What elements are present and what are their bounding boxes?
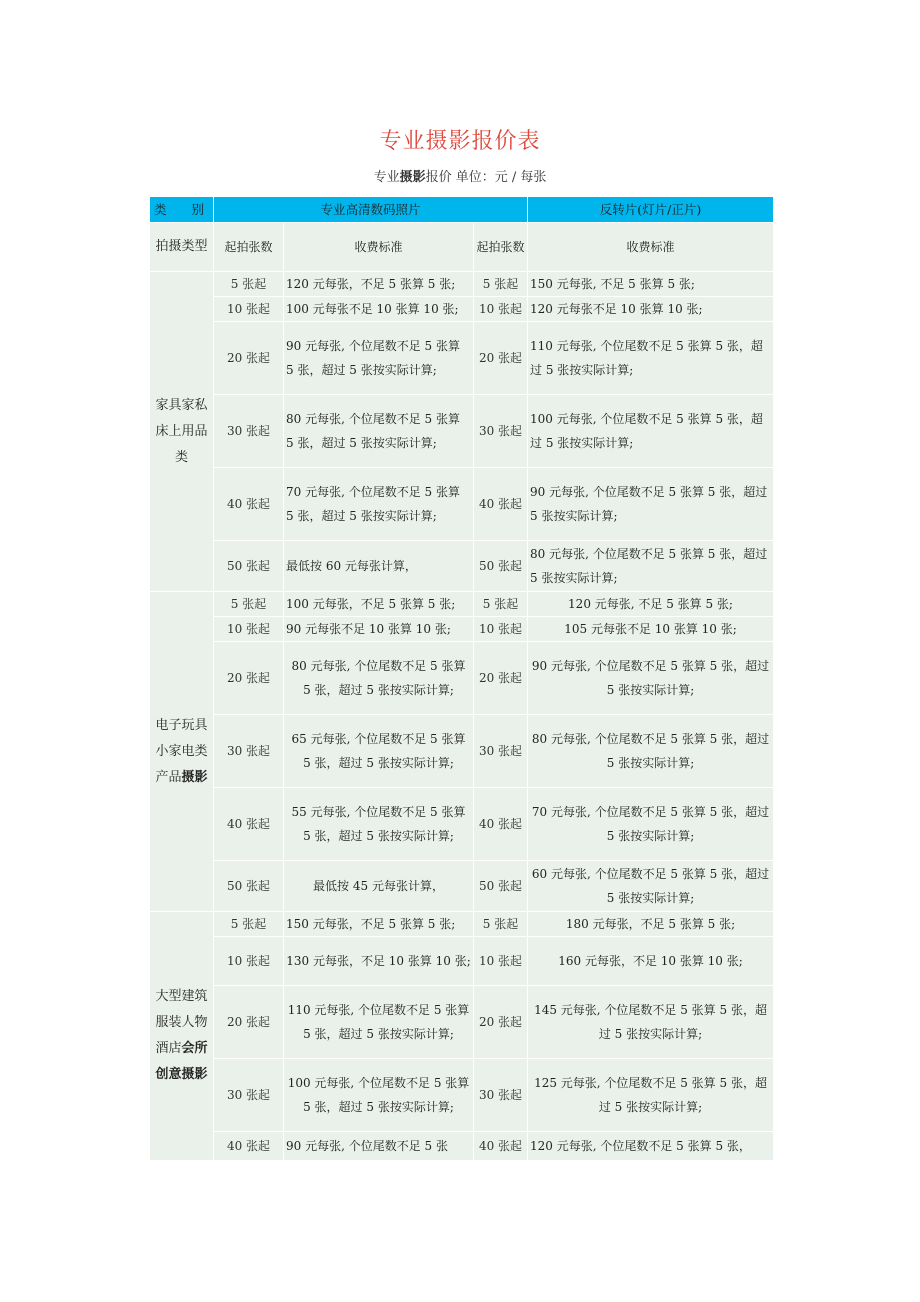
- row-start2: 5 张起: [474, 592, 528, 617]
- row-start2: 50 张起: [474, 541, 528, 592]
- table-row: [150, 642, 774, 715]
- header-slide: 反转片(灯片/正片): [528, 197, 774, 223]
- category-text: 电子玩具小家电类产品: [155, 717, 208, 785]
- row-fee1: 110 元每张, 个位尾数不足 5 张算 5 张，超过 5 张按实际计算;: [284, 986, 474, 1059]
- row-fee2: 70 元每张, 个位尾数不足 5 张算 5 张，超过 5 张按实际计算;: [528, 788, 774, 861]
- table-subheader-row: [150, 223, 774, 272]
- row-start2: 30 张起: [474, 395, 528, 468]
- row-fee1: 80 元每张, 个位尾数不足 5 张算 5 张，超过 5 张按实际计算;: [284, 395, 474, 468]
- row-start2: 40 张起: [474, 1132, 528, 1161]
- table-row: [150, 788, 774, 861]
- row-fee2: 120 元每张不足 10 张算 10 张;: [528, 297, 774, 322]
- subheader-type: 拍摄类型: [150, 223, 214, 272]
- table-row: [150, 541, 774, 592]
- subheader-start2: 起拍张数: [474, 223, 528, 272]
- table-row: [150, 617, 774, 642]
- row-start2: 40 张起: [474, 788, 528, 861]
- row-start1: 30 张起: [214, 715, 284, 788]
- table-header-row: [150, 197, 774, 223]
- row-fee1: 80 元每张, 个位尾数不足 5 张算 5 张，超过 5 张按实际计算;: [284, 642, 474, 715]
- row-fee1: 90 元每张, 个位尾数不足 5 张: [284, 1132, 474, 1161]
- row-fee1: 55 元每张, 个位尾数不足 5 张算 5 张，超过 5 张按实际计算;: [284, 788, 474, 861]
- row-fee1: 90 元每张, 个位尾数不足 5 张算 5 张，超过 5 张按实际计算;: [284, 322, 474, 395]
- table-row: [150, 468, 774, 541]
- row-start1: 10 张起: [214, 937, 284, 986]
- row-start1: 5 张起: [214, 592, 284, 617]
- row-fee1: 最低按 45 元每张计算，: [284, 861, 474, 912]
- subtitle-prefix: 专业: [373, 170, 400, 185]
- row-fee2: 90 元每张, 个位尾数不足 5 张算 5 张，超过 5 张按实际计算;: [528, 642, 774, 715]
- subheader-fee1: 收费标准: [284, 223, 474, 272]
- category-bold: 会所创意摄影: [155, 1041, 208, 1082]
- row-fee1: 65 元每张, 个位尾数不足 5 张算 5 张，超过 5 张按实际计算;: [284, 715, 474, 788]
- page-subtitle: [0, 166, 920, 185]
- row-start2: 20 张起: [474, 642, 528, 715]
- row-start1: 20 张起: [214, 642, 284, 715]
- header-category: 类 别: [150, 197, 214, 223]
- row-start2: 10 张起: [474, 297, 528, 322]
- row-start1: 40 张起: [214, 1132, 284, 1161]
- row-fee2: 105 元每张不足 10 张算 10 张;: [528, 617, 774, 642]
- table-row: [150, 937, 774, 986]
- row-fee2: 80 元每张, 个位尾数不足 5 张算 5 张，超过 5 张按实际计算;: [528, 715, 774, 788]
- row-fee2: 60 元每张, 个位尾数不足 5 张算 5 张，超过 5 张按实际计算;: [528, 861, 774, 912]
- table-row: [150, 912, 774, 937]
- row-fee1: 120 元每张，不足 5 张算 5 张;: [284, 272, 474, 297]
- table-row: [150, 272, 774, 297]
- row-fee2: 160 元每张，不足 10 张算 10 张;: [528, 937, 774, 986]
- row-start2: 20 张起: [474, 322, 528, 395]
- table-row: [150, 297, 774, 322]
- row-start2: 30 张起: [474, 1059, 528, 1132]
- row-fee2: 145 元每张, 个位尾数不足 5 张算 5 张，超过 5 张按实际计算;: [528, 986, 774, 1059]
- category-bold: 摄影: [181, 769, 208, 785]
- row-fee2: 120 元每张, 个位尾数不足 5 张算 5 张，: [528, 1132, 774, 1161]
- row-start1: 10 张起: [214, 617, 284, 642]
- row-fee2: 80 元每张, 个位尾数不足 5 张算 5 张，超过 5 张按实际计算;: [528, 541, 774, 592]
- row-start1: 30 张起: [214, 1059, 284, 1132]
- row-fee1: 70 元每张, 个位尾数不足 5 张算 5 张，超过 5 张按实际计算;: [284, 468, 474, 541]
- row-fee1: 最低按 60 元每张计算，: [284, 541, 474, 592]
- row-start1: 40 张起: [214, 788, 284, 861]
- row-start2: 5 张起: [474, 272, 528, 297]
- row-fee2: 90 元每张, 个位尾数不足 5 张算 5 张，超过 5 张按实际计算;: [528, 468, 774, 541]
- table-row: [150, 1132, 774, 1161]
- row-start2: 20 张起: [474, 986, 528, 1059]
- table-row: [150, 592, 774, 617]
- row-start1: 5 张起: [214, 272, 284, 297]
- row-start1: 30 张起: [214, 395, 284, 468]
- category-furniture: 家具家私床上用品类: [150, 272, 214, 592]
- row-start1: 10 张起: [214, 297, 284, 322]
- row-fee1: 100 元每张不足 10 张算 10 张;: [284, 297, 474, 322]
- row-start1: 40 张起: [214, 468, 284, 541]
- row-start2: 30 张起: [474, 715, 528, 788]
- row-fee2: 180 元每张，不足 5 张算 5 张;: [528, 912, 774, 937]
- row-start1: 5 张起: [214, 912, 284, 937]
- table-row: [150, 322, 774, 395]
- page-title: 专业摄影报价表: [379, 129, 541, 154]
- row-start1: 50 张起: [214, 861, 284, 912]
- row-fee2: 120 元每张, 不足 5 张算 5 张;: [528, 592, 774, 617]
- row-start1: 20 张起: [214, 322, 284, 395]
- row-fee2: 100 元每张, 个位尾数不足 5 张算 5 张，超过 5 张按实际计算;: [528, 395, 774, 468]
- header-digital: 专业高清数码照片: [214, 197, 528, 223]
- row-fee2: 125 元每张, 个位尾数不足 5 张算 5 张，超过 5 张按实际计算;: [528, 1059, 774, 1132]
- row-fee1: 130 元每张，不足 10 张算 10 张;: [284, 937, 474, 986]
- table-row: [150, 986, 774, 1059]
- subheader-fee2: 收费标准: [528, 223, 774, 272]
- row-fee1: 150 元每张，不足 5 张算 5 张;: [284, 912, 474, 937]
- row-start2: 5 张起: [474, 912, 528, 937]
- table-row: [150, 715, 774, 788]
- table-row: [150, 1059, 774, 1132]
- subtitle-rest: 报价 单位：元 / 每张: [425, 170, 547, 185]
- row-start2: 10 张起: [474, 617, 528, 642]
- category-architecture: [150, 912, 214, 1161]
- category-text: 大型建筑服装人物酒店: [155, 989, 208, 1056]
- row-start2: 50 张起: [474, 861, 528, 912]
- row-fee2: 110 元每张, 个位尾数不足 5 张算 5 张，超过 5 张按实际计算;: [528, 322, 774, 395]
- row-fee1: 90 元每张不足 10 张算 10 张;: [284, 617, 474, 642]
- row-fee1: 100 元每张, 个位尾数不足 5 张算 5 张，超过 5 张按实际计算;: [284, 1059, 474, 1132]
- row-start1: 20 张起: [214, 986, 284, 1059]
- table-row: [150, 395, 774, 468]
- category-electronics: [150, 592, 214, 912]
- row-fee1: 100 元每张，不足 5 张算 5 张;: [284, 592, 474, 617]
- row-start2: 40 张起: [474, 468, 528, 541]
- subtitle-bold: 摄影: [399, 170, 426, 185]
- table-row: [150, 861, 774, 912]
- row-fee2: 150 元每张, 不足 5 张算 5 张;: [528, 272, 774, 297]
- row-start1: 50 张起: [214, 541, 284, 592]
- price-table: [149, 196, 774, 1161]
- row-start2: 10 张起: [474, 937, 528, 986]
- subheader-start1: 起拍张数: [214, 223, 284, 272]
